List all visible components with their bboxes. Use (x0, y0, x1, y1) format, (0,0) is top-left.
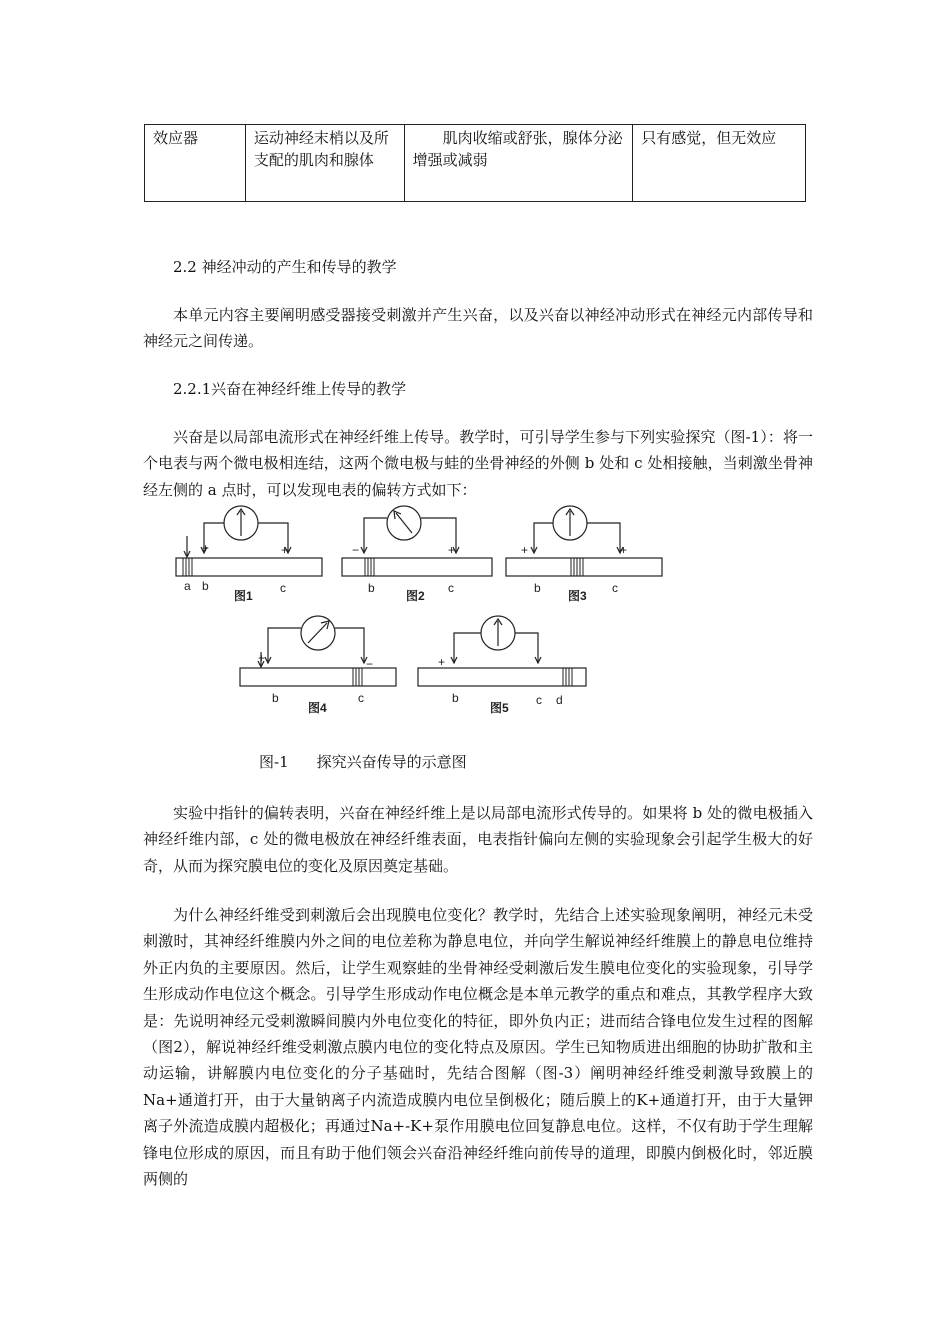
svg-text:−: − (366, 657, 374, 671)
svg-text:+: + (448, 543, 456, 557)
figure-caption-number: 图-1 (259, 753, 289, 771)
svg-text:−: − (352, 543, 360, 557)
svg-text:+: + (258, 651, 266, 665)
svg-text:+: + (281, 543, 289, 557)
effector-table (144, 124, 806, 202)
label-c-3: c (612, 581, 618, 595)
svg-text:+: + (521, 543, 529, 557)
nerve-fiber-1 (176, 558, 322, 576)
svg-text:+: + (202, 541, 210, 555)
label-c-5: c (536, 693, 542, 707)
table-cell-organ: 效应器 (145, 125, 246, 202)
paragraph-mechanism: 为什么神经纤维受到刺激后会出现膜电位变化？教学时，先结合上述实验现象阐明，神经元未受刺激时，其神经纤维膜内外之间的电位差称为静息电位，并向学生解说神经纤维膜上的静息电位维持外正内负的主要原因。然后，让学生观察蛙的坐骨神经受刺激后发生膜电位变化的实验现象，引导学生形成动作电位这个概念。引导学生形成动作电位概念是本单元教学的重点和难点，其教学程序大致是：先说明神经元受刺激瞬间膜内外电位变化的特征，即外负内正；进而结合锋电位发生过程的图解（图2），解说神经纤维受刺激点膜内电位的变化特点及原因。学生已知物质进出细胞的协助扩散和主动运输，讲解膜内电位变化的分子基础时，先结合图解（图-3）阐明神经纤维受刺激导致膜上的Na+通道打开，由于大量钠离子内流造成膜内电位呈倒极化；随后膜上的K+通道打开，由于大量钾离子外流造成膜内超极化；再通过Na+-K+泵作用膜电位回复静息电位。这样，不仅有助于学生理解锋电位形成的原因，而且有助于他们领会兴奋沿神经纤维向前传导的道理，即膜内倒极化时，邻近膜两侧的 (143, 906, 813, 1189)
table-cell-damage-result: 只有感觉，但无效应 (633, 125, 806, 202)
table-row (145, 125, 806, 202)
label-b-5: b (452, 691, 459, 705)
label-a-1: a (184, 579, 191, 593)
nerve-fiber-5 (418, 668, 586, 686)
nerve-fiber-3 (506, 558, 662, 576)
label-c-4: c (358, 691, 364, 705)
section-heading-2-2-1: 2.2.1兴奋在神经纤维上传导的教学 (173, 380, 407, 398)
label-b-3: b (534, 581, 541, 595)
panel-label-2: 图2 (406, 589, 425, 603)
paragraph-intro: 本单元内容主要阐明感受器接受刺激并产生兴奋，以及兴奋以神经冲动形式在神经元内部传导和神经元之间传递。 (143, 306, 813, 351)
table-cell-function: 肌肉收缩或舒张，腺体分泌增强或减弱 (404, 125, 633, 202)
label-b-4: b (272, 691, 279, 705)
label-c-2: c (448, 581, 454, 595)
panel-label-5: 图5 (490, 701, 509, 715)
table-cell-structure: 运动神经末梢以及所支配的肌肉和腺体 (245, 125, 404, 202)
paragraph-experiment: 兴奋是以局部电流形式在神经纤维上传导。教学时，可引导学生参与下列实验探究（图-1）：将一个电表与两个微电极相连结，这两个微电极与蛙的坐骨神经的外侧 b 处和 c 处相接触，当刺激坐骨神经左侧的 a 点时，可以发现电表的偏转方式如下： (143, 428, 813, 499)
panel-label-4: 图4 (308, 701, 327, 715)
figure-caption (259, 750, 467, 774)
section-heading-2-2: 2.2 神经冲动的产生和传导的教学 (173, 258, 397, 276)
label-b-1: b (202, 579, 209, 593)
label-d-5: d (556, 693, 563, 707)
label-b-2: b (368, 581, 375, 595)
figure-caption-text: 探究兴奋传导的示意图 (316, 753, 467, 771)
svg-text:+: + (620, 543, 628, 557)
panel-label-3: 图3 (568, 589, 587, 603)
panel-label-1: 图1 (234, 589, 253, 603)
nerve-conduction-figure (172, 502, 666, 720)
paragraph-results: 实验中指针的偏转表明，兴奋在神经纤维上是以局部电流形式传导的。如果将 b 处的微电极插入神经纤维内部，c 处的微电极放在神经纤维表面，电表指针偏向左侧的实验现象会引起学生极大的好奇，从而为探究膜电位的变化及原因奠定基础。 (143, 804, 813, 875)
svg-text:+: + (438, 655, 446, 669)
label-c-1: c (280, 581, 286, 595)
